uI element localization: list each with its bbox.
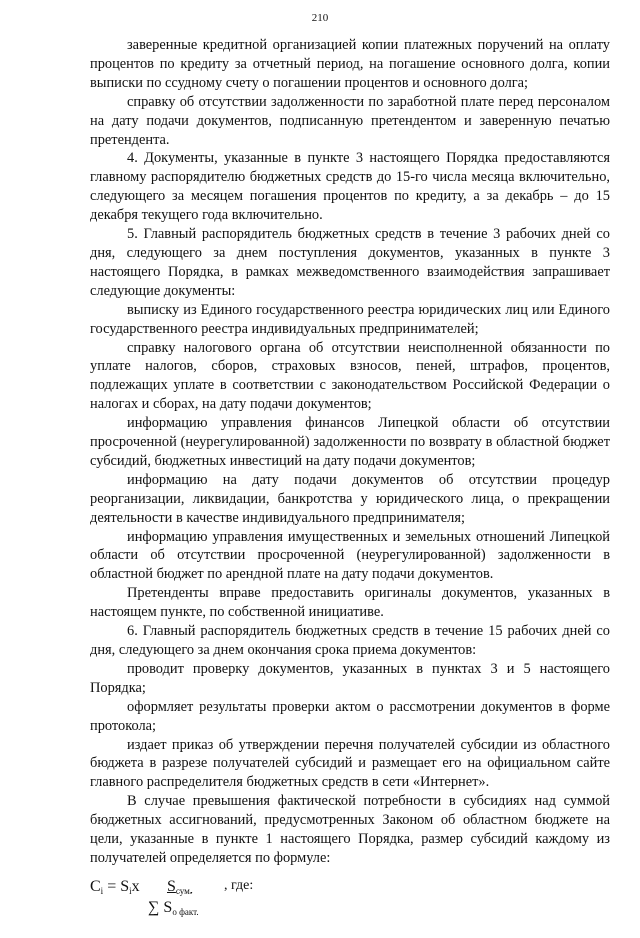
paragraph: издает приказ об утверждении перечня получателей субсидии из областного бюджета в разрезе получателей субсидий и размещает его на официальном сайте главного распределителя бюджетных средств в сети «Интернет». [90, 736, 610, 791]
paragraph: В случае превышения фактической потребности в субсидиях над суммой бюджетных ассигнований, предусмотренных Законом об областном бюджете на цели, указанные в пункте 1 настоящего Порядка, размер субсидий каждому из получателей определяется по формуле: [90, 793, 610, 866]
formula-where: , где: [224, 877, 254, 893]
paragraph: 6. Главный распорядитель бюджетных средств в течение 15 рабочих дней со дня, следующего за днем окончания срока приема документов: [90, 623, 610, 658]
paragraph: 5. Главный распорядитель бюджетных средств в течение 3 рабочих дней со дня, следующего за днем поступления документов, указанных в пункте 3 настоящего Порядка, в рамках межведомственного взаимодействия запрашивает следующие документы: [90, 226, 610, 299]
paragraph: заверенные кредитной организацией копии платежных поручений на оплату процентов по кредиту за отчетный период, на погашение основного долга, копии выписки по ссудному счету о погашении процентов и основного долга; [90, 37, 610, 91]
page-number: 210 [311, 12, 329, 24]
formula-lhs: $C_i = S_ix$ [90, 877, 140, 896]
document-body [90, 36, 610, 938]
paragraph: 4. Документы, указанные в пункте 3 настоящего Порядка предоставляются главному распорядителю бюджетных средств до 15-го числа месяца включительно, следующего за месяцем погашения процентов по кредиту, а за декабрь – до 15 декабря текущего года включительно. [90, 150, 610, 224]
paragraph: справку налогового органа об отсутствии неисполненной обязанности по уплате налогов, сборов, страховых взносов, пеней, штрафов, процентов, подлежащих уплате в соответствии с законодательством Российской Федерации о налогах и сборах, на дату подачи документов; [90, 339, 610, 413]
paragraph: информацию управления финансов Липецкой области об отсутствии просроченной (неурегулированной) задолженности по возврату в областной бюджет субсидий, бюджетных инвестиций на дату подачи документов; [90, 415, 610, 469]
paragraph: выписку из Единого государственного реестра юридических лиц или Единого государственного реестра индивидуальных предпринимателей; [90, 301, 610, 337]
paragraph: Претенденты вправе предоставить оригиналы документов, указанных в настоящем пункте, по собственной инициативе. [90, 585, 610, 621]
paragraph: информацию управления имущественных и земельных отношений Липецкой области об отсутствии просроченной (неурегулированной) задолженности в областной бюджет по арендной плате на дату подачи документов. [90, 528, 610, 583]
paragraph: информацию на дату подачи документов об отсутствии процедур реорганизации, ликвидации, банкротства у юридического лица, о прекращении деятельности в качестве индивидуального предпринимателя; [90, 471, 610, 526]
subsidy-formula [90, 878, 610, 938]
paragraph: оформляет результаты проверки актом о рассмотрении документов в форме протокола; [90, 698, 610, 734]
paragraph: справку об отсутствии задолженности по заработной плате перед персоналом на дату подачи документов, подписанную претендентом и заверенную печатью претендента. [90, 93, 610, 148]
paragraph: проводит проверку документов, указанных в пунктах 3 и 5 настоящего Порядка; [90, 660, 610, 696]
formula-denominator: ∑ $S_{o факт.}$ [148, 898, 199, 917]
formula-numerator: $S_{сум.}$ [167, 877, 193, 896]
